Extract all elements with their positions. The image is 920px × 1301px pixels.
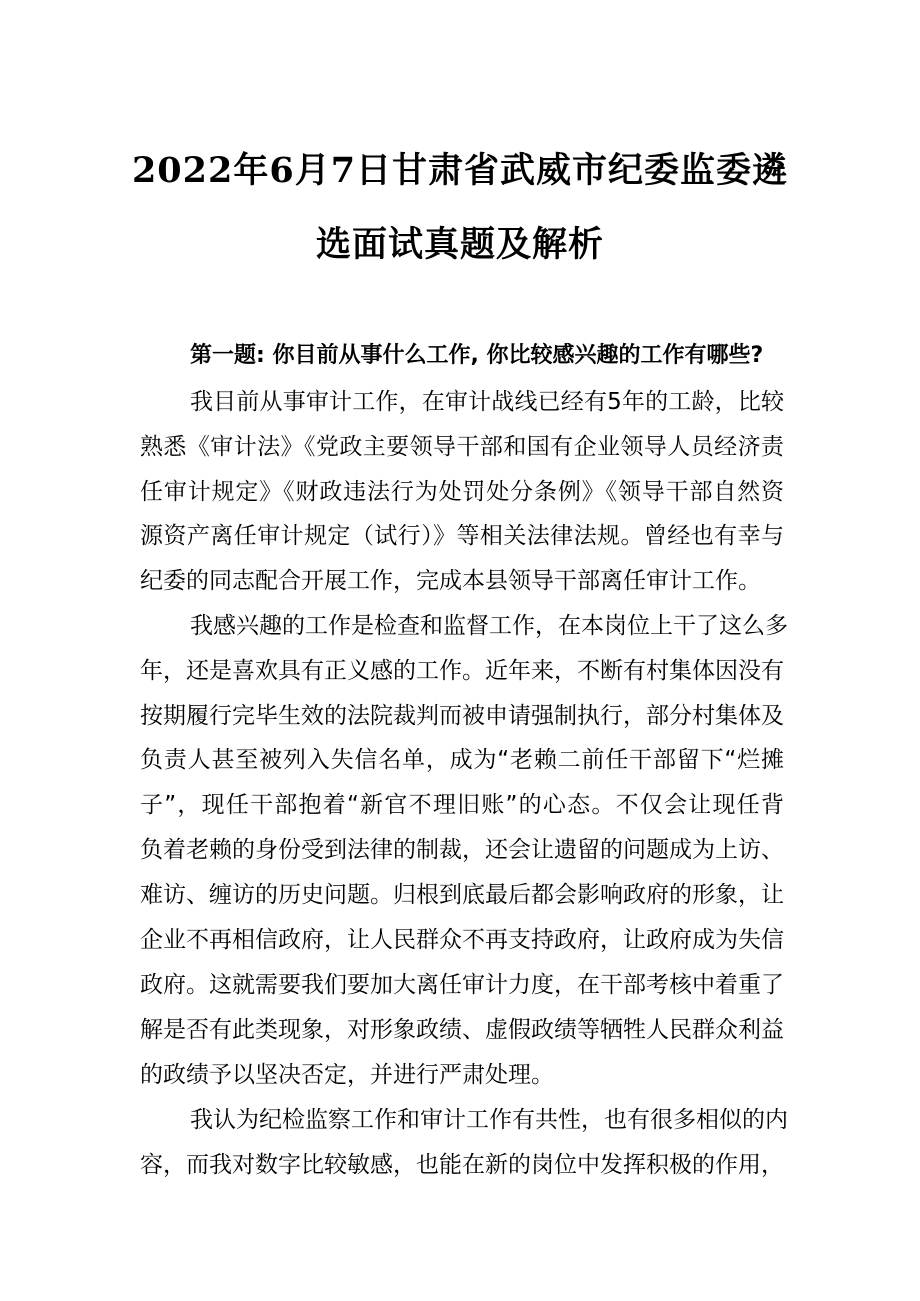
paragraph-2-line: 的政绩予以坚决否定，并进行严肃处理。 bbox=[140, 1062, 554, 1088]
paragraph-3-line: 我认为纪检监察工作和审计工作有共性，也有很多相似的内 bbox=[190, 1107, 788, 1133]
document-title-line-1: 2022年6月7日甘肃省武威市纪委监委遴 bbox=[131, 150, 789, 191]
paragraph-2-line: 我感兴趣的工作是检查和监督工作，在本岗位上干了这么多 bbox=[190, 613, 788, 639]
paragraph-2-line: 企业不再相信政府，让人民群众不再支持政府，让政府成为失信 bbox=[140, 927, 784, 953]
paragraph-1-line: 源资产离任审计规定（试行）》等相关法律法规。曾经也有幸与 bbox=[140, 523, 784, 549]
paragraph-2-line: 负着老赖的身份受到法律的制裁，还会让遗留的问题成为上访、 bbox=[140, 837, 784, 863]
paragraph-2-line: 解是否有此类现象，对形象政绩、虚假政绩等牺牲人民群众利益 bbox=[140, 1017, 784, 1043]
paragraph-1-line: 熟悉《审计法》《党政主要领导干部和国有企业领导人员经济责 bbox=[140, 434, 784, 460]
paragraph-2-line: 难访、缠访的历史问题。归根到底最后都会影响政府的形象，让 bbox=[140, 882, 784, 908]
paragraph-3-line: 容，而我对数字比较敏感，也能在新的岗位中发挥积极的作用， bbox=[140, 1152, 784, 1178]
question-heading: 第一题: 你目前从事什么工作, 你比较感兴趣的工作有哪些? bbox=[190, 343, 764, 368]
document-title-line-2: 选面试真题及解析 bbox=[315, 224, 604, 265]
paragraph-2-line: 按期履行完毕生效的法院裁判而被申请强制执行，部分村集体及 bbox=[140, 703, 784, 729]
paragraph-2-line: 政府。这就需要我们要加大离任审计力度，在干部考核中着重了 bbox=[140, 972, 784, 998]
paragraph-1-line: 任审计规定》《财政违法行为处罚处分条例》《领导干部自然资 bbox=[140, 479, 784, 505]
paragraph-1-line: 纪委的同志配合开展工作，完成本县领导干部离任审计工作。 bbox=[140, 568, 761, 594]
paragraph-1-line: 我目前从事审计工作，在审计战线已经有5年的工龄，比较 bbox=[190, 389, 784, 415]
paragraph-2-line: 年，还是喜欢具有正义感的工作。近年来，不断有村集体因没有 bbox=[140, 658, 784, 684]
paragraph-2-line: 子”，现任干部抱着“新官不理旧账”的心态。不仅会让现任背 bbox=[140, 792, 784, 818]
paragraph-2-line: 负责人甚至被列入失信名单，成为“老赖二前任干部留下“烂摊 bbox=[140, 747, 784, 773]
